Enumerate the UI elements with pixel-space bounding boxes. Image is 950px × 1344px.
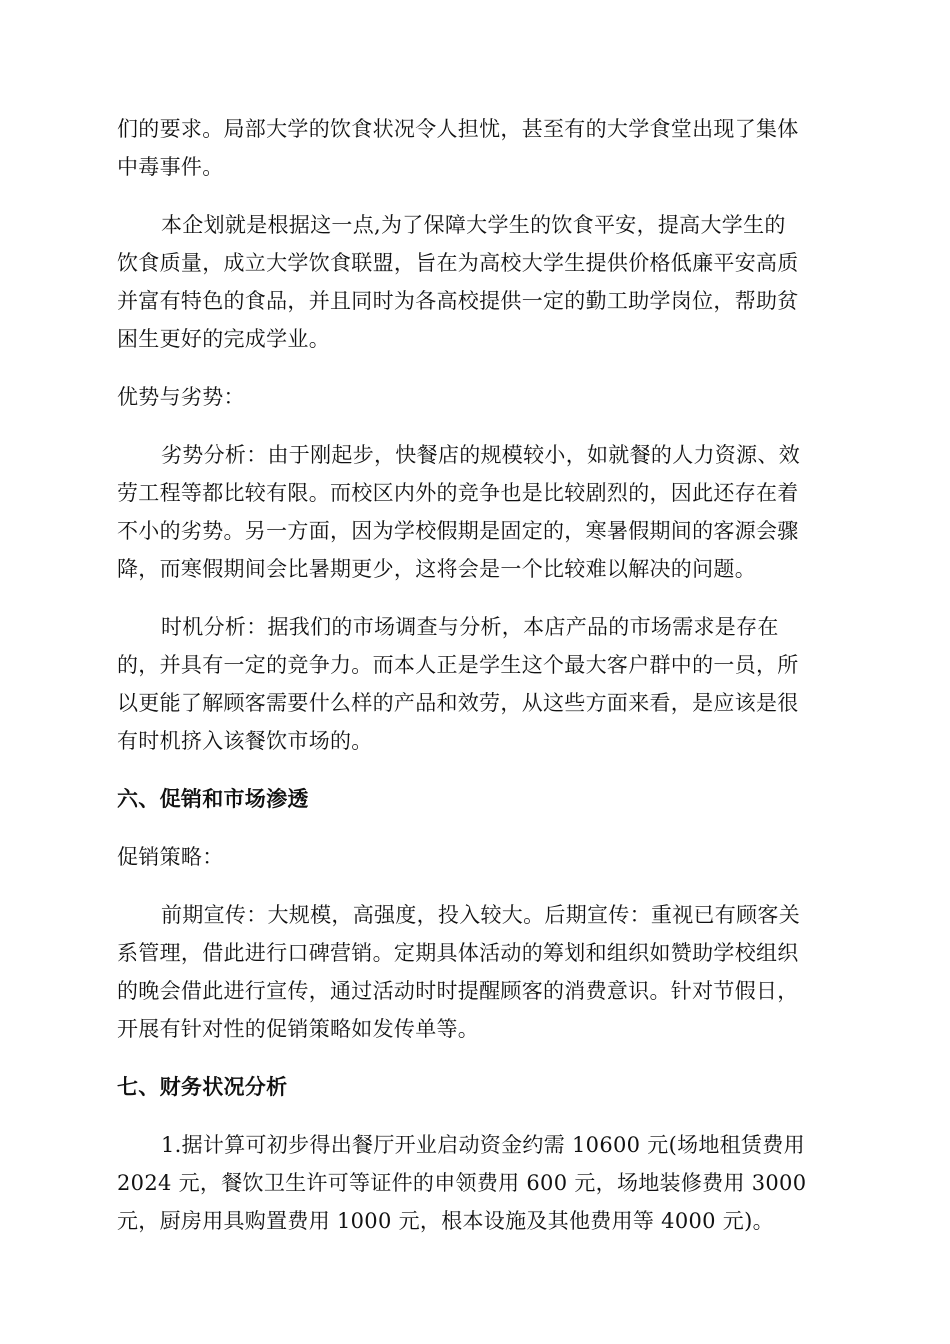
- text-line: 中毒事件。: [117, 155, 224, 179]
- paragraph-food-safety-concern: [117, 110, 833, 186]
- text-line: 劣势分析：由于刚起步，快餐店的规模较小，如就餐的人力资源、效: [161, 443, 800, 467]
- text-line: 促销策略：: [117, 845, 224, 869]
- text-line: 1.据计算可初步得出餐厅开业启动资金约需 10600 元(场地租赁费用: [161, 1133, 805, 1157]
- text-line: 前期宣传：大规模，高强度，投入较大。后期宣传：重视已有顾客关: [161, 903, 800, 927]
- paragraph-plan-purpose: [117, 206, 833, 358]
- paragraph-promotion-plan: [117, 896, 833, 1048]
- text-line: 开展有针对性的促销策略如发传单等。: [117, 1017, 480, 1041]
- text-line: 时机分析：据我们的市场调查与分析，本店产品的市场需求是存在: [161, 615, 779, 639]
- text-line: 降，而寒假期间会比暑期更少，这将会是一个比较难以解决的问题。: [117, 557, 756, 581]
- document-page: [117, 110, 833, 1260]
- text-line: 元，厨房用具购置费用 1000 元，根本设施及其他费用等 4000 元)。: [117, 1209, 774, 1233]
- paragraph-opportunity-analysis: [117, 608, 833, 760]
- text-line: 们的要求。局部大学的饮食状况令人担忧，甚至有的大学食堂出现了集体: [117, 117, 799, 141]
- text-line: 优势与劣势：: [117, 385, 245, 409]
- paragraph-strengths-weaknesses-label: [117, 378, 833, 416]
- text-line: 劳工程等都比较有限。而校区内外的竞争也是比较剧烈的，因此还存在着: [117, 481, 799, 505]
- paragraph-promotion-strategy-label: [117, 838, 833, 876]
- text-line: 不小的劣势。另一方面，因为学校假期是固定的，寒暑假期间的客源会骤: [117, 519, 799, 543]
- text-line: 的晚会借此进行宣传，通过活动时时提醒顾客的消费意识。针对节假日，: [117, 979, 799, 1003]
- text-line: 本企划就是根据这一点,为了保障大学生的饮食平安，提高大学生的: [161, 213, 786, 237]
- text-line: 以更能了解顾客需要什么样的产品和效劳，从这些方面来看，是应该是很: [117, 691, 799, 715]
- text-line: 系管理，借此进行口碑营销。定期具体活动的筹划和组织如赞助学校组织: [117, 941, 799, 965]
- section-heading-financial: 七、财务状况分析: [117, 1075, 288, 1099]
- text-line: 并富有特色的食品，并且同时为各高校提供一定的勤工助学岗位，帮助贫: [117, 289, 799, 313]
- paragraph-startup-funds: [117, 1126, 833, 1240]
- paragraph-weakness-analysis: [117, 436, 833, 588]
- section-heading-promotion: 六、促销和市场渗透: [117, 787, 309, 811]
- text-line: 困生更好的完成学业。: [117, 327, 330, 351]
- text-line: 的，并具有一定的竞争力。而本人正是学生这个最大客户群中的一员，所: [117, 653, 799, 677]
- text-line: 2024 元，餐饮卫生许可等证件的申领费用 600 元，场地装修费用 3000: [117, 1171, 807, 1195]
- text-line: 有时机挤入该餐饮市场的。: [117, 729, 373, 753]
- text-line: 饮食质量，成立大学饮食联盟，旨在为高校大学生提供价格低廉平安高质: [117, 251, 799, 275]
